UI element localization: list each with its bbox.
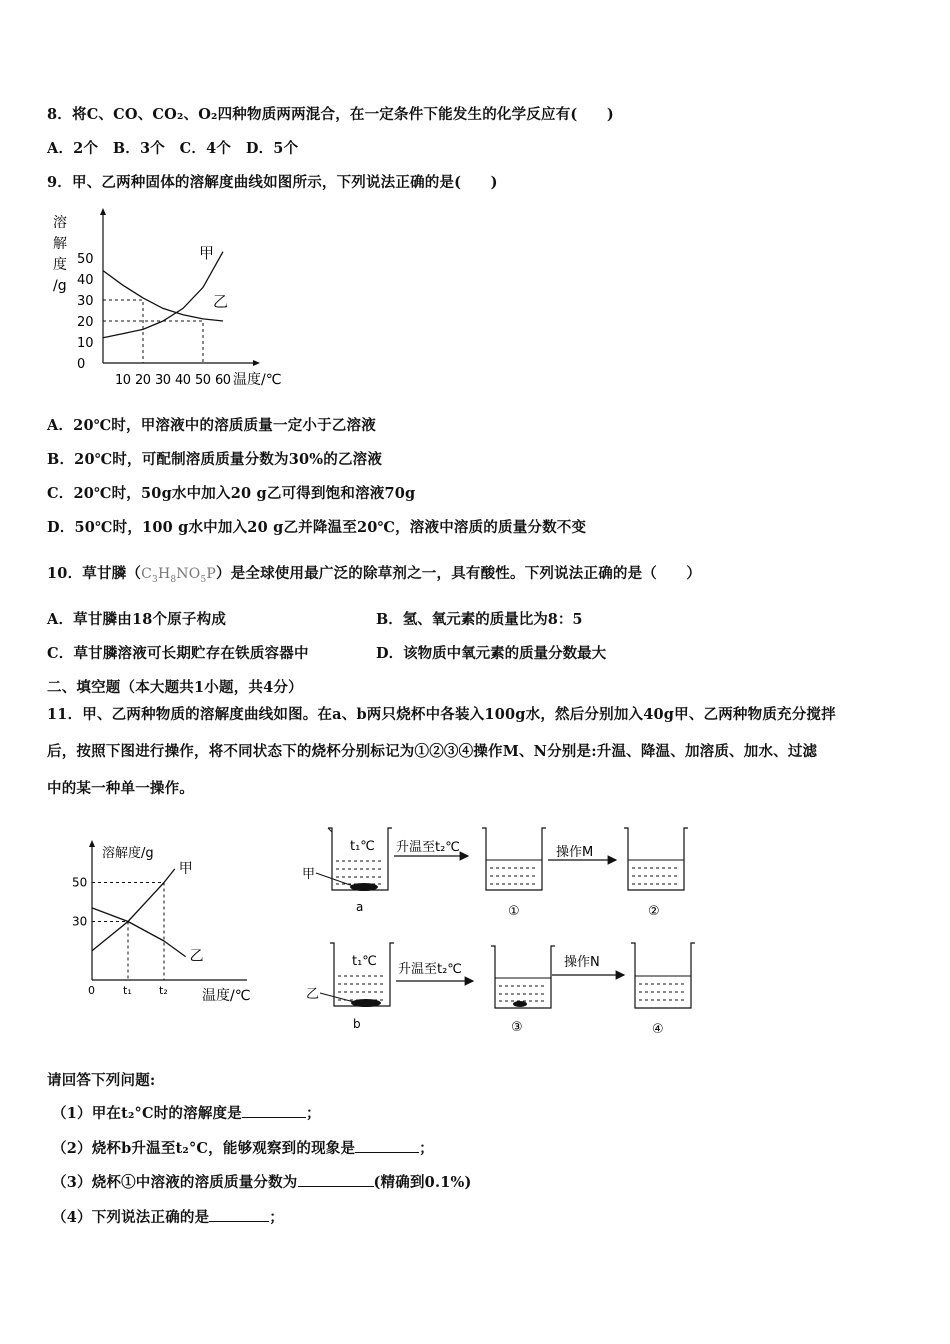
beaker-b	[306, 943, 394, 1031]
q8-stem: 8．将C、CO、CO₂、O₂四种物质两两混合，在一定条件下能发生的化学反应有( )	[47, 106, 614, 123]
arrow-op-m: 操作M	[556, 845, 594, 860]
q9-stem: 9．甲、乙两种固体的溶解度曲线如图所示，下列说法正确的是( )	[47, 174, 498, 191]
q11-subq-3: （3）烧杯①中溶液的溶质质量分数为 (精确到0.1%)	[52, 1174, 472, 1191]
solid-yi	[351, 999, 381, 1007]
guide-line	[103, 300, 143, 363]
x-tick-label: 60	[215, 373, 231, 388]
series-yi-curve	[92, 908, 186, 957]
beaker-3	[491, 946, 555, 1035]
y-tick-label: 10	[77, 336, 94, 351]
x-tick-label: 40	[175, 373, 191, 388]
x-axis-label: 温度/℃	[233, 372, 282, 388]
label-yi: 乙	[306, 987, 320, 1002]
q10-stem	[47, 562, 701, 585]
label-a: a	[356, 900, 364, 914]
label-b: b	[353, 1017, 361, 1031]
label-2: ②	[648, 904, 660, 919]
x-tick-label: 20	[135, 373, 151, 388]
x-tick-label: 0	[88, 984, 95, 997]
q10-option-a: A．草甘膦由18个原子构成	[47, 611, 227, 628]
solid-yi-small	[513, 1001, 527, 1007]
series-label-jia: 甲	[199, 244, 215, 262]
x-axis-label: 温度/℃	[202, 988, 251, 1004]
series-label-yi: 乙	[213, 292, 229, 311]
answer-blank-4[interactable]	[209, 1209, 269, 1222]
arrow-heat-a: 升温至t₂℃	[396, 840, 460, 855]
beaker-a	[302, 828, 392, 914]
q10-stem-a: 10．草甘膦（	[47, 565, 142, 582]
q10-option-d: D．该物质中氧元素的质量分数最大	[376, 645, 607, 662]
beaker-2	[624, 828, 688, 919]
x-tick-label: 50	[195, 373, 211, 388]
q8-options: A．2个 B．3个 C．4个 D．5个	[47, 140, 299, 157]
guide-line	[103, 321, 203, 363]
q11-line-3: 中的某一种单一操作。	[47, 780, 194, 797]
label-3: ③	[511, 1020, 523, 1035]
y-tick-label: 30	[72, 914, 88, 929]
series-label-jia: 甲	[178, 860, 193, 877]
y-tick-label: 0	[77, 357, 86, 372]
q11-solubility-chart	[70, 835, 270, 1014]
q9-option-c: C．20℃时，50g水中加入20 g乙可得到饱和溶液70g	[47, 485, 416, 502]
q11-subq-4: （4）下列说法正确的是 ；	[52, 1209, 284, 1226]
arrow-heat-b: 升温至t₂℃	[398, 962, 462, 977]
q9-option-a: A．20℃时，甲溶液中的溶质质量一定小于乙溶液	[47, 417, 376, 434]
glyphosate-formula: $C_3H_8NO_5P$	[141, 566, 216, 585]
answer-blank-3[interactable]	[298, 1174, 374, 1187]
y-tick-label: 20	[77, 315, 94, 330]
beaker-diagram-svg	[298, 818, 698, 1043]
q11-line-1: 11．甲、乙两种物质的溶解度曲线如图。在a、b两只烧杯中各装入100g水，然后分别加入40g甲、乙两种物质充分搅拌	[47, 706, 836, 723]
beaker-4	[631, 943, 695, 1037]
y-tick-label: 40	[77, 273, 94, 288]
y-label-char: /g	[53, 278, 67, 294]
x-tick-label: 30	[155, 373, 171, 388]
series-yi-curve	[103, 271, 223, 321]
guide-line-t1	[92, 922, 128, 981]
x-tick-label: t₂	[159, 984, 168, 997]
q10-stem-b: ）是全球使用最广泛的除草剂之一，具有酸性。下列说法正确的是（ ）	[216, 565, 702, 582]
solid-jia	[350, 883, 378, 891]
y-axis-arrow	[89, 840, 95, 847]
q10-option-c: C．草甘膦溶液可长期贮存在铁质容器中	[47, 645, 309, 662]
beaker-b-temp: t₁℃	[352, 954, 377, 969]
q9-option-d: D．50℃时，100 g水中加入20 g乙并降温至20℃，溶液中溶质的质量分数不变	[47, 519, 587, 536]
q9-chart-svg	[45, 205, 305, 390]
q11-beaker-diagram	[298, 818, 698, 1047]
label-jia: 甲	[302, 867, 316, 882]
q9-solubility-chart	[45, 205, 305, 394]
q11-line-2: 后，按照下图进行操作，将不同状态下的烧杯分别标记为①②③④操作M、N分别是:升温、降温、加溶质、加水、过滤	[47, 743, 818, 760]
y-tick-label: 50	[72, 875, 88, 890]
q11-chart-svg	[70, 835, 270, 1010]
y-label-char: 度	[53, 257, 67, 273]
q10-option-b: B．氢、氧元素的质量比为8：5	[376, 611, 583, 628]
section-2-heading: 二、填空题（本大题共1小题，共4分）	[47, 679, 303, 696]
y-tick-label: 50	[77, 252, 94, 267]
q11-prompt: 请回答下列问题:	[47, 1072, 156, 1089]
series-label-yi: 乙	[189, 948, 204, 965]
beaker-1	[482, 828, 546, 919]
series-jia-curve	[92, 869, 175, 951]
x-tick-label: 10	[115, 373, 131, 388]
label-4: ④	[652, 1022, 664, 1037]
y-axis-label: 溶解度/g	[102, 846, 154, 861]
q11-subq-1: （1）甲在t₂°C时的溶解度是 ；	[52, 1105, 321, 1122]
q11-subq-2: （2）烧杯b升温至t₂°C，能够观察到的现象是 ；	[52, 1140, 434, 1157]
answer-blank-1[interactable]	[242, 1105, 306, 1118]
y-axis-arrow	[100, 208, 106, 215]
arrow-op-n: 操作N	[564, 955, 600, 970]
beaker-a-temp: t₁℃	[350, 839, 375, 854]
series-jia-curve	[103, 252, 223, 338]
y-tick-label: 30	[77, 294, 94, 309]
y-label-char: 溶	[53, 215, 67, 231]
q9-option-b: B．20℃时，可配制溶质质量分数为30%的乙溶液	[47, 451, 383, 468]
answer-blank-2[interactable]	[355, 1140, 419, 1153]
x-tick-label: t₁	[123, 984, 132, 997]
y-label-char: 解	[53, 236, 67, 252]
x-axis-arrow	[253, 360, 260, 366]
label-1: ①	[508, 904, 520, 919]
